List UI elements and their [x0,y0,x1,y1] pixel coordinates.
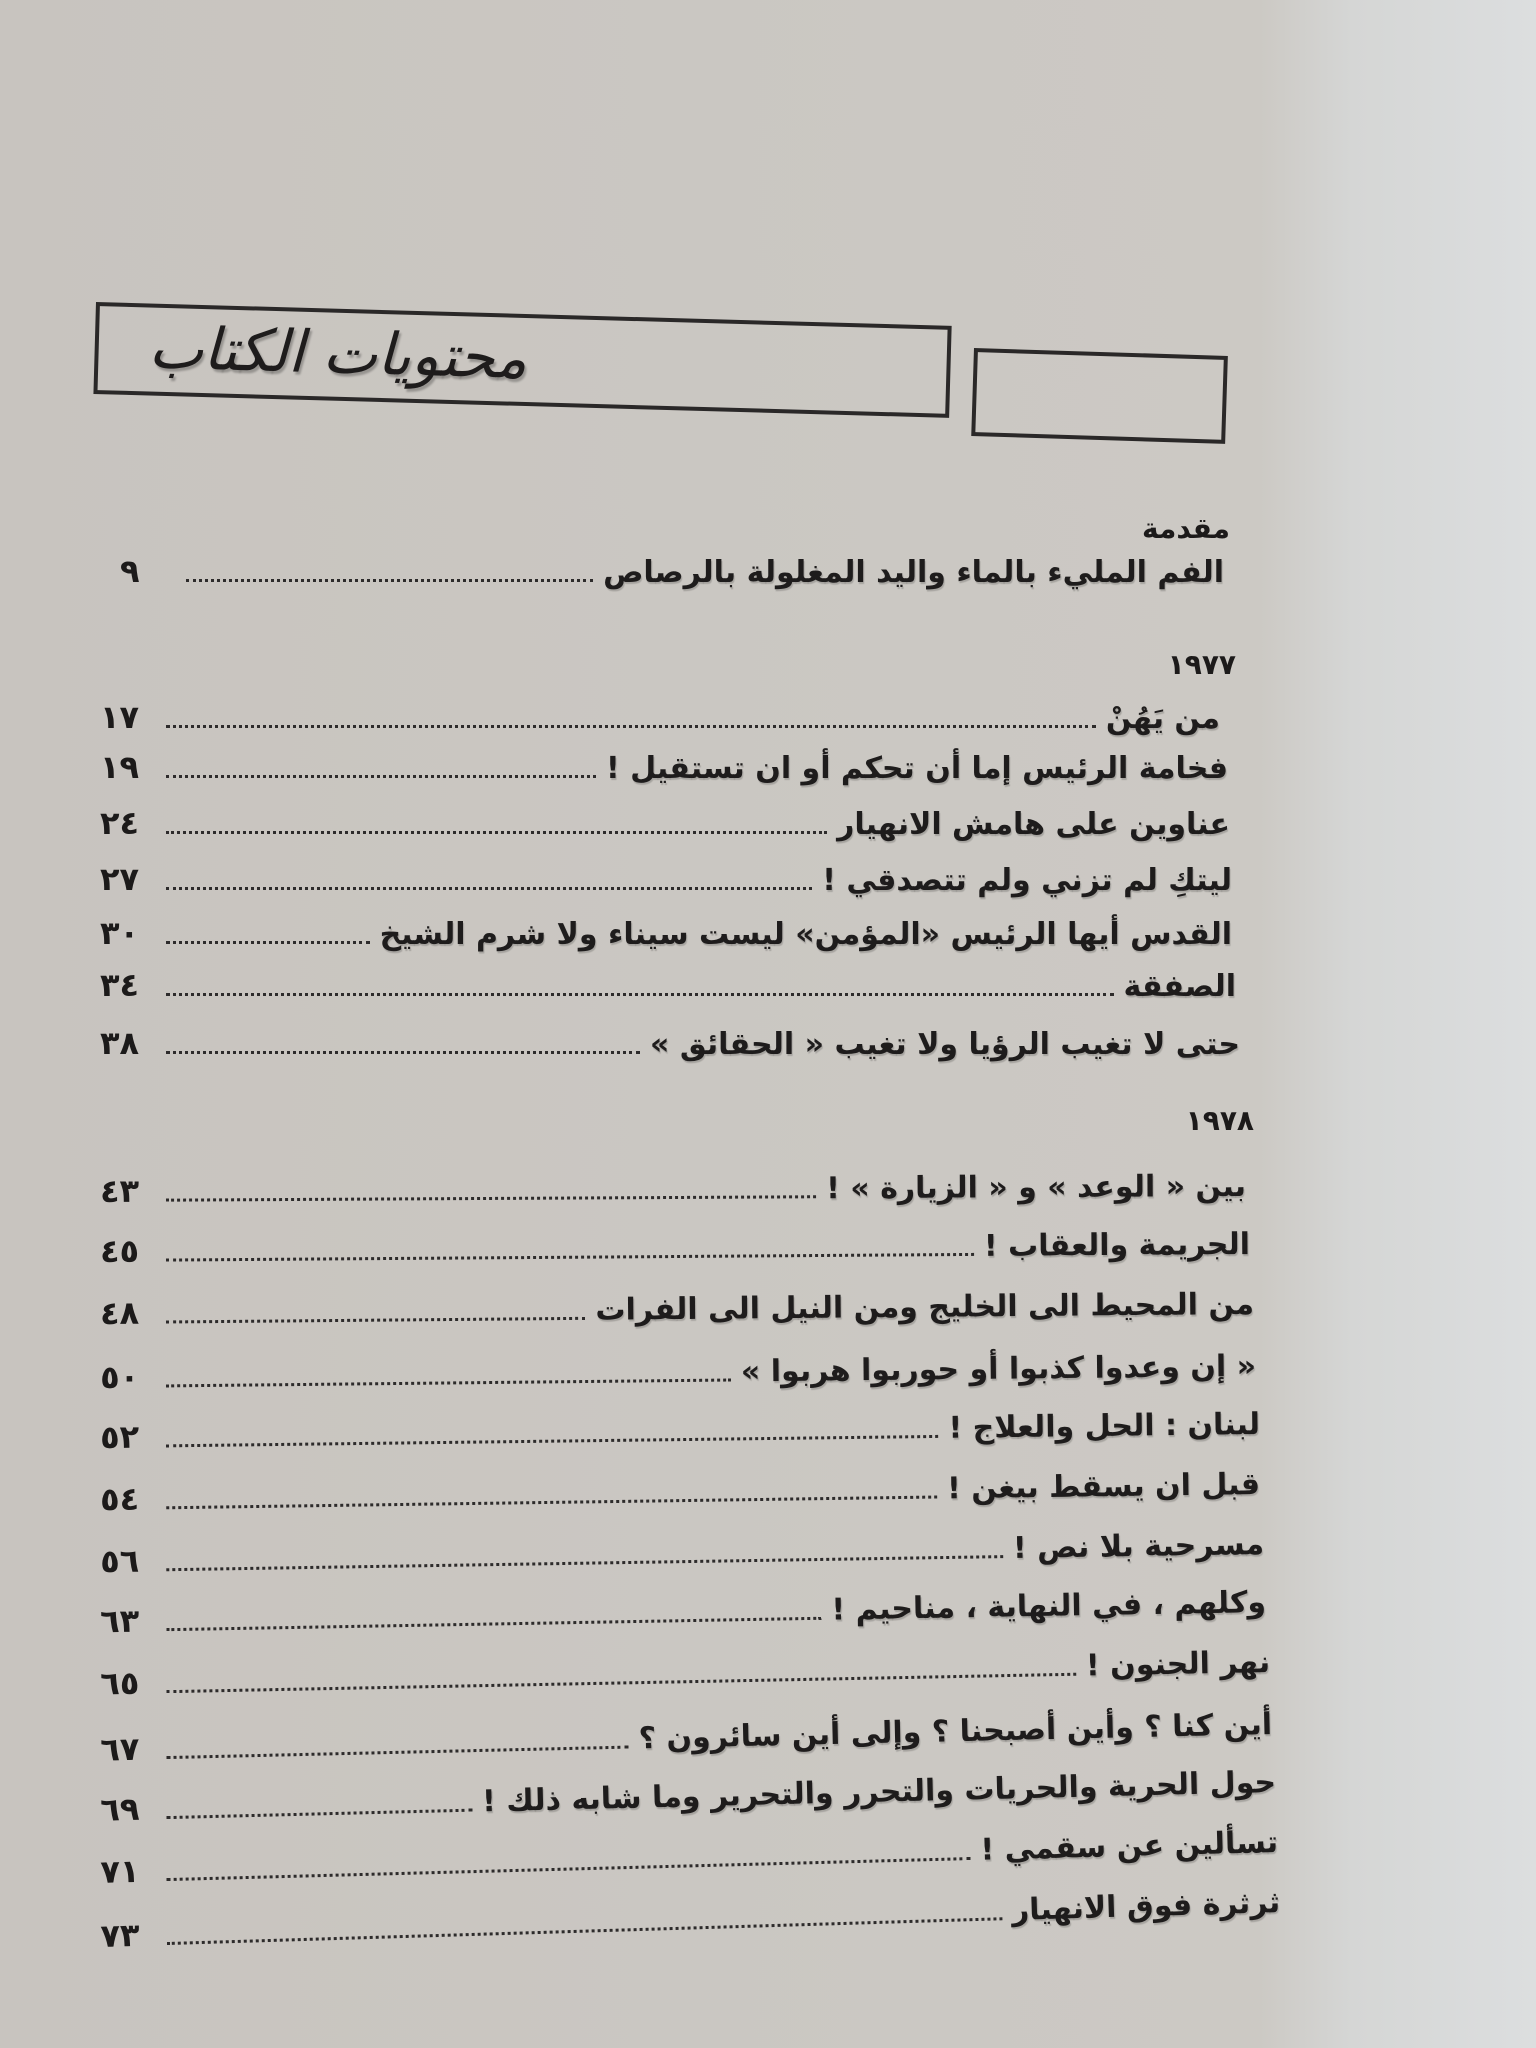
contents-title-box [93,302,951,418]
toc-entry [100,964,1236,1004]
toc-entry-page: ٣٠ [100,914,140,952]
toc-entry-title: عناوين على هامش الانهيار [837,807,1230,842]
toc-entry [100,1022,1240,1062]
leader-dots [186,579,593,582]
leader-dots [166,775,596,778]
toc-entry-title: الفم المليء بالماء واليد المغلولة بالرصاص [603,555,1224,590]
toc-entry-title: القدس أيها الرئيس «المؤمن» ليست سيناء ولا شرم الشيخ [379,917,1232,952]
toc-entry-page: ٥٢ [99,1417,140,1457]
toc-entry-page: ٤٣ [99,1171,140,1211]
toc-entry [100,1640,1271,1702]
leader-dots [166,1195,816,1201]
toc-entry [100,1282,1254,1332]
toc-entry-page: ٦٩ [99,1789,140,1829]
toc-entry-page: ٥٤ [99,1479,140,1519]
toc-entry-title: نهر الجنون ! [1085,1645,1271,1684]
toc-entry-page: ٤٥ [99,1231,140,1271]
toc-entry-title: وكلهم ، في النهاية ، مناحيم ! [831,1585,1267,1628]
toc-entry [100,802,1230,842]
section-year-1978: ١٩٧٨ [1185,1104,1254,1137]
toc-entry-page: ٩ [120,552,140,590]
toc-entry [100,1820,1279,1891]
toc-entry-title: حتى لا تغيب الرؤيا ولا تغيب « الحقائق » [650,1027,1240,1062]
toc-entry-title: حول الحرية والحريات والتحرر والتحرير وما شابه ذلك ! [481,1765,1277,1820]
toc-entry-title: فخامة الرئيس إما أن تحكم أو ان تستقيل ! [605,751,1228,786]
introduction-heading: مقدمة [1142,512,1230,545]
toc-entry [100,1760,1277,1829]
toc-entry [100,746,1228,786]
toc-entry [100,696,1220,736]
toc-entry-title: ثرثرة فوق الانهيار [1011,1885,1281,1928]
toc-entry [100,1402,1260,1456]
toc-entry-page: ١٧ [100,698,140,736]
toc-entry-page: ٧١ [99,1851,140,1891]
toc-entry-title: لبنان : الحل والعلاج ! [948,1407,1261,1446]
toc-entry-title: ليتكِ لم تزني ولم تتصدقي ! [822,863,1232,898]
toc-entry-title: « إن وعدوا كذبوا أو حوربوا هربوا » [740,1349,1257,1390]
toc-entry-page: ٤٨ [99,1293,140,1333]
toc-entry-title: بين « الوعد » و « الزيارة » ! [826,1169,1247,1207]
toc-entry-page: ٣٨ [100,1024,140,1062]
leader-dots [166,1435,938,1447]
leader-dots [166,831,827,834]
leader-dots [166,1746,628,1759]
toc-entry [120,550,1224,590]
toc-entry-page: ٣٤ [100,966,140,1004]
section-year-1977: ١٩٧٧ [1167,648,1236,681]
toc-entry-page: ٦٧ [99,1729,140,1769]
toc-entry [100,1344,1256,1396]
toc-entry-page: ٧٣ [99,1915,141,1955]
toc-entry-title: الجريمة والعقاب ! [983,1227,1251,1264]
leader-dots [167,1917,1003,1945]
toc-entry [100,858,1232,898]
leader-dots [166,1496,937,1510]
toc-entry [100,1462,1260,1518]
toc-entry-page: ١٩ [100,748,140,786]
toc-entry [100,1222,1250,1270]
toc-entry-page: ٢٤ [100,804,140,842]
toc-entry-page: ٦٥ [99,1663,140,1703]
leader-dots [167,1809,473,1819]
toc-entry [100,1522,1264,1580]
toc-entry [100,1702,1273,1769]
toc-entry-title: من يَهُنْ [1105,701,1220,736]
leader-dots [166,941,370,944]
leader-dots [166,1617,821,1631]
toc-entry-title: قبل ان يسقط بيغن ! [946,1467,1261,1507]
leader-dots [166,1317,585,1324]
toc-entry-title: الصفقة [1123,969,1236,1004]
toc-entry [100,1880,1281,1955]
toc-entry-page: ٥٦ [99,1541,140,1581]
toc-entry [100,912,1232,952]
leader-dots [166,993,1114,996]
leader-dots [166,1378,731,1387]
leader-dots [166,725,1096,728]
toc-entry-title: من المحيط الى الخليج ومن النيل الى الفرات [595,1287,1255,1328]
toc-entry-page: ٥٠ [99,1357,140,1397]
toc-entry-page: ٦٣ [99,1601,140,1641]
leader-dots [166,1673,1076,1693]
toc-entry [100,1580,1267,1640]
leader-dots [166,1051,640,1054]
leader-dots [167,1857,971,1881]
leader-dots [166,887,812,890]
leader-dots [166,1555,1003,1571]
toc-entry-title: أين كنا ؟ وأين أصبحنا ؟ وإلى أين سائرون ؟ [638,1707,1273,1757]
toc-entry-title: مسرحية بلا نص ! [1012,1527,1265,1566]
toc-entry-title: تسألين عن سقمي ! [980,1825,1279,1868]
decorative-side-box [971,348,1228,444]
toc-entry-page: ٢٧ [100,860,140,898]
leader-dots [166,1253,974,1262]
contents-title: محتويات الكتاب [147,313,528,393]
toc-entry [100,1164,1246,1210]
